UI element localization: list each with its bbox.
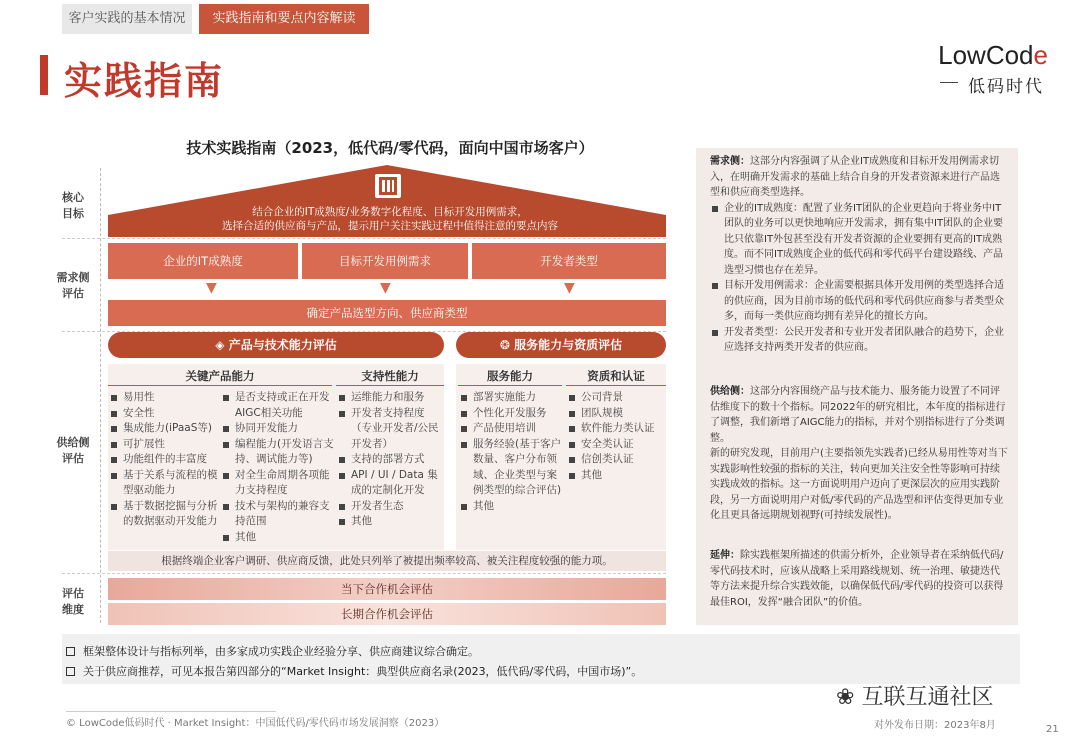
side-label-demand (52, 270, 94, 302)
extension-explanation (710, 548, 1008, 610)
logo (938, 40, 1048, 71)
list-item: 产品使用培训 (460, 421, 562, 437)
list-item: 企业的IT成熟度：配置了业务IT团队的企业更趋向于将业务中IT团队的业务可以更快地响应开发需求，拥有集中IT团队的企业要比只依靠IT外包甚至没有开发者资源的企业要拥有更高的IT成熟度。而不同IT成熟度企业的低代码和零代码平台建设路线、产品选型习惯也存在差异。 (710, 201, 1008, 279)
list-item: 其他 (568, 468, 666, 484)
supply-footnote: 根据终端企业客户调研、供应商反馈，此处只列举了被提出频率较高、被关注程度较强的能力项。 (108, 551, 666, 571)
footer-copyright: © LowCode低码时代 · Market Insight：中国低代码/零代码市场发展洞察（2023） (66, 718, 445, 729)
list-item: 部署实施能力 (460, 390, 562, 406)
arrow-down-icon: ▼ (380, 280, 391, 296)
list-item: 信创类认证 (568, 452, 666, 468)
checkbox-icon (66, 667, 75, 676)
list-item: 对全生命周期各项能力支持程度 (222, 468, 334, 499)
pill-product-tech (108, 332, 444, 358)
list-item: 公司背景 (568, 390, 666, 406)
list-item: API / UI / Data 集成的定制化开发 (338, 468, 444, 499)
supply-title: 供给侧： (710, 386, 750, 397)
eval-longterm: 长期合作机会评估 (108, 603, 666, 625)
demand-intro: 这部分内容强调了从企业IT成熟度和目标开发用例需求切入，在明确开发需求的基础上结合自身的开发者资源来进行产品选型和供应商类型选择。 (710, 156, 1000, 198)
arrow-down-icon: ▼ (206, 280, 217, 296)
col-header-support: 支持性能力 (336, 366, 444, 386)
page-title: 实践指南 (64, 59, 225, 103)
note-2-text: 关于供应商推荐，可见本报告第四部分的“Market Insight：典型供应商名录(2023，低代码/零代码，中国市场)”。 (83, 665, 643, 678)
list-item: 可扩展性 (110, 437, 220, 453)
list-item: 协同开发能力 (222, 421, 334, 437)
list-key-capability-1 (110, 390, 220, 530)
list-item: 易用性 (110, 390, 220, 406)
arrow-down-icon: ▼ (564, 280, 575, 296)
list-item: 其他 (460, 499, 562, 515)
pill-product-tech-label: 产品与技术能力评估 (228, 338, 337, 352)
list-item: 其他 (338, 514, 444, 530)
logo-cn: 低码时代 (968, 77, 1044, 97)
footer-divider (66, 711, 276, 712)
service-icon: ❂ (499, 338, 515, 352)
list-item: 支持的部署方式 (338, 452, 444, 468)
divider-core (62, 238, 666, 239)
title-accent-bar (40, 55, 48, 95)
logo-divider (940, 82, 958, 83)
demand-result-box: 确定产品选型方向、供应商类型 (108, 300, 666, 326)
note-2 (66, 663, 642, 679)
divider-vertical (100, 168, 101, 623)
list-item: 目标开发用例需求：企业需要根据具体开发用例的类型选择合适的供应商，因为目前市场的低代码和零代码供应商参与者类型众多，而每一类供应商均拥有差异化的擅长方向。 (710, 278, 1008, 325)
side-label-demand-text: 需求侧 评估 (56, 271, 90, 300)
page-number: 21 (1046, 724, 1059, 735)
layers-icon: ◈ (215, 338, 229, 352)
supply-text-2: 新的研究发现，目前用户(主要指领先实践者)已经从易用性等对当下实践影响性较强的指标的关注，转向更加关注安全性等影响可持续实践成效的指标。这一方面说明用户迈向了更深层次的应用实践阶段，另一方面说明用户对低/零代码的产品选型和评估变得更加专业化且更具备远期规划视野(可持续发展性)。 (710, 448, 1008, 521)
list-item: 其他 (222, 530, 334, 546)
list-item: 运维能力和服务 (338, 390, 444, 406)
list-item: 软件能力类认证 (568, 421, 666, 437)
col-header-qualification: 资质和认证 (566, 366, 666, 386)
watermark (836, 680, 993, 711)
side-label-eval (52, 586, 94, 618)
list-item: 功能组件的丰富度 (110, 452, 220, 468)
list-item: 安全性 (110, 406, 220, 422)
side-label-supply-text: 供给侧 评估 (56, 436, 90, 465)
watermark-text: 互联互通社区 (861, 685, 994, 710)
list-item: 基于关系与流程的模型驱动能力 (110, 468, 220, 499)
core-goal-text (140, 205, 640, 233)
side-label-supply (52, 435, 94, 467)
list-item: 开发者支持程度（专业开发者/公民开发者） (338, 406, 444, 453)
list-item: 集成能力(iPaaS等) (110, 421, 220, 437)
list-item: 团队规模 (568, 406, 666, 422)
demand-box-it-maturity: 企业的IT成熟度 (108, 243, 298, 279)
list-item: 技术与架构的兼容支持范围 (222, 499, 334, 530)
core-goal-line-1: 结合企业的IT成熟度/业务数字化程度、目标开发用例需求， (252, 206, 528, 218)
col-header-key-capability: 关键产品能力 (108, 366, 332, 386)
demand-explanation (710, 154, 1008, 356)
note-1 (66, 643, 479, 659)
list-item: 个性化开发服务 (460, 406, 562, 422)
divider-supply (62, 573, 666, 574)
demand-box-use-case: 目标开发用例需求 (302, 243, 468, 279)
note-1-text: 框架整体设计与指标列举，由多家成功实践企业经验分享、供应商建议综合确定。 (83, 645, 479, 658)
list-item: 是否支持或正在开发AIGC相关功能 (222, 390, 334, 421)
list-item: 开发者类型：公民开发者和专业开发者团队融合的趋势下，企业应选择支持两类开发者的供应商。 (710, 325, 1008, 356)
supply-text: 这部分内容围绕产品与技术能力、服务能力设置了不同评估维度下的数十个指标。同2022年的研究相比，本年度的指标进行了调整，我们新增了AIGC能力的指标，并对个别指标进行了分类调整。 (710, 386, 1006, 444)
wechat-icon: ❀ (836, 685, 862, 710)
building-icon (375, 174, 401, 198)
demand-title: 需求侧： (710, 156, 750, 167)
side-label-eval-text: 评估 维度 (62, 587, 84, 616)
footer-date: 对外发布日期：2023年8月 (874, 720, 996, 731)
list-qualification (568, 390, 666, 483)
eval-current: 当下合作机会评估 (108, 578, 666, 600)
list-service (460, 390, 562, 514)
list-item: 服务经验(基于客户数量、客户分布领域、企业类型与案例类型的综合评估) (460, 437, 562, 499)
logo-en-accent: e (1033, 40, 1048, 70)
extension-title: 延伸： (710, 550, 740, 561)
col-header-service: 服务能力 (458, 366, 562, 386)
list-item: 开发者生态 (338, 499, 444, 515)
list-item: 基于数据挖掘与分析的数据驱动开发能力 (110, 499, 220, 530)
demand-box-developer-type: 开发者类型 (472, 243, 666, 279)
chart-title: 技术实践指南（2023，低代码/零代码，面向中国市场客户） (186, 139, 594, 157)
supply-explanation (710, 384, 1008, 524)
list-key-capability-2 (222, 390, 334, 545)
list-item: 编程能力(开发语言支持、调试能力等) (222, 437, 334, 468)
tab-guide[interactable]: 实践指南和要点内容解读 (199, 4, 369, 34)
extension-text: 除实践框架所描述的供需分析外，企业领导者在采纳低代码/零代码技术时，应该从战略上采用路线规划、统一治理、敏捷迭代等方法来提升综合实践效能，以确保低代码/零代码的投资可以获得最佳ROI，发挥“融合团队”的价值。 (710, 550, 1004, 608)
tab-basic-info[interactable]: 客户实践的基本情况 (62, 4, 192, 34)
checkbox-icon (66, 647, 75, 656)
logo-en-prefix: LowCod (938, 40, 1034, 70)
pill-service (456, 332, 666, 358)
core-goal-line-2: 选择合适的供应商与产品，提示用户关注实践过程中值得注意的要点内容 (222, 220, 558, 232)
list-support (338, 390, 444, 530)
pill-service-label: 服务能力与资质评估 (514, 338, 623, 352)
side-label-core (52, 190, 94, 222)
list-item: 安全类认证 (568, 437, 666, 453)
side-label-core-text: 核心 目标 (62, 191, 84, 220)
